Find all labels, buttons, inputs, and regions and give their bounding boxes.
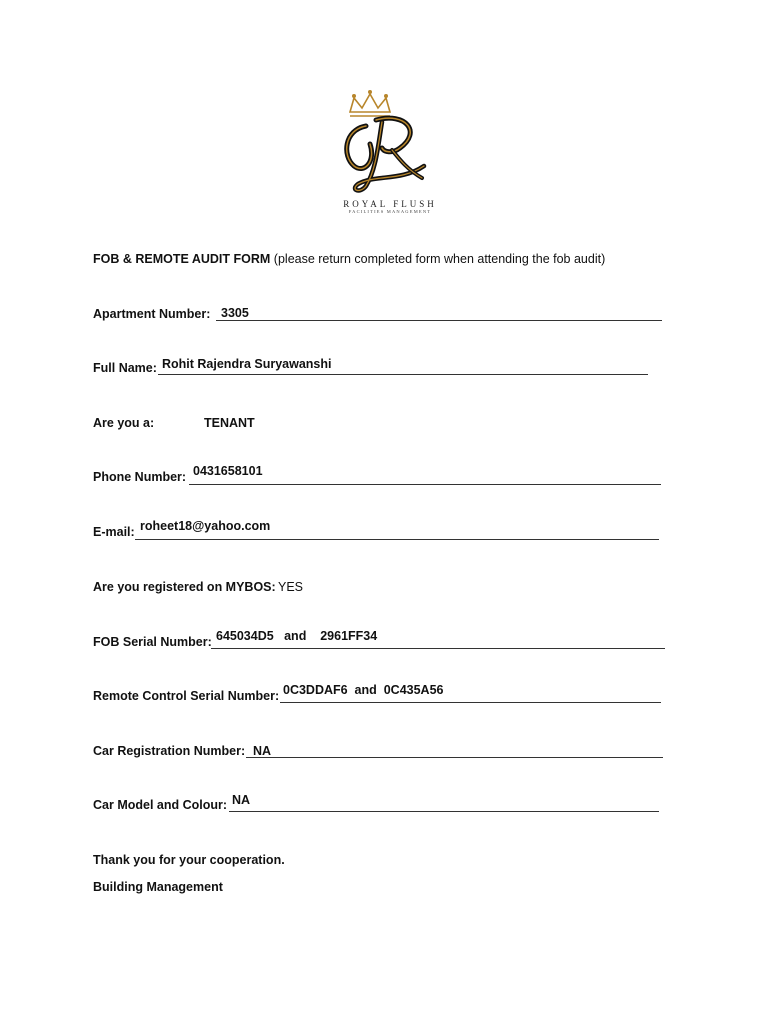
full-name-value: Rohit Rajendra Suryawanshi [162, 357, 332, 371]
car-rego-value: NA [253, 744, 272, 758]
mybos-label: Are you registered on MYBOS: [93, 580, 276, 594]
phone-line [189, 484, 661, 485]
remote-serial-line [280, 702, 661, 703]
brand-subtitle: FACILITIES MANAGEMENT [348, 209, 432, 214]
are-you-value: TENANT [204, 416, 255, 430]
fob-serial-line [211, 648, 665, 649]
email-line [135, 539, 659, 540]
car-rego-line [246, 757, 663, 758]
fob-serial-label: FOB Serial Number: [93, 635, 212, 649]
car-model-label: Car Model and Colour: [93, 798, 228, 812]
signoff-text: Building Management [93, 880, 223, 894]
apartment-value: 3305 [221, 306, 249, 320]
form-title: FOB & REMOTE AUDIT FORM [93, 252, 271, 266]
car-rego-label: Car Registration Number: [93, 744, 246, 758]
are-you-label: Are you a: [93, 416, 155, 430]
phone-value: 0431658101 [193, 464, 263, 478]
remote-serial-label: Remote Control Serial Number: [93, 689, 280, 703]
form-title-line [93, 252, 605, 266]
thanks-text: Thank you for your cooperation. [93, 853, 285, 867]
brand-name: ROYAL FLUSH [343, 199, 437, 209]
car-model-value: NA [232, 793, 251, 807]
apartment-line [216, 320, 662, 321]
full-name-label: Full Name: [93, 361, 157, 375]
remote-serial-value: 0C3DDAF6 and 0C435A56 [283, 683, 444, 697]
form-title-note: (please return completed form when attending the fob audit) [273, 252, 606, 266]
apartment-label: Apartment Number: [93, 307, 211, 321]
email-label: E-mail: [93, 525, 135, 539]
email-value: roheet18@yahoo.com [140, 519, 271, 533]
mybos-value: YES [278, 580, 304, 594]
phone-label: Phone Number: [93, 470, 187, 484]
car-model-line [229, 811, 659, 812]
fob-serial-value: 645034D5 and 2961FF34 [216, 629, 378, 643]
full-name-line [158, 374, 648, 375]
